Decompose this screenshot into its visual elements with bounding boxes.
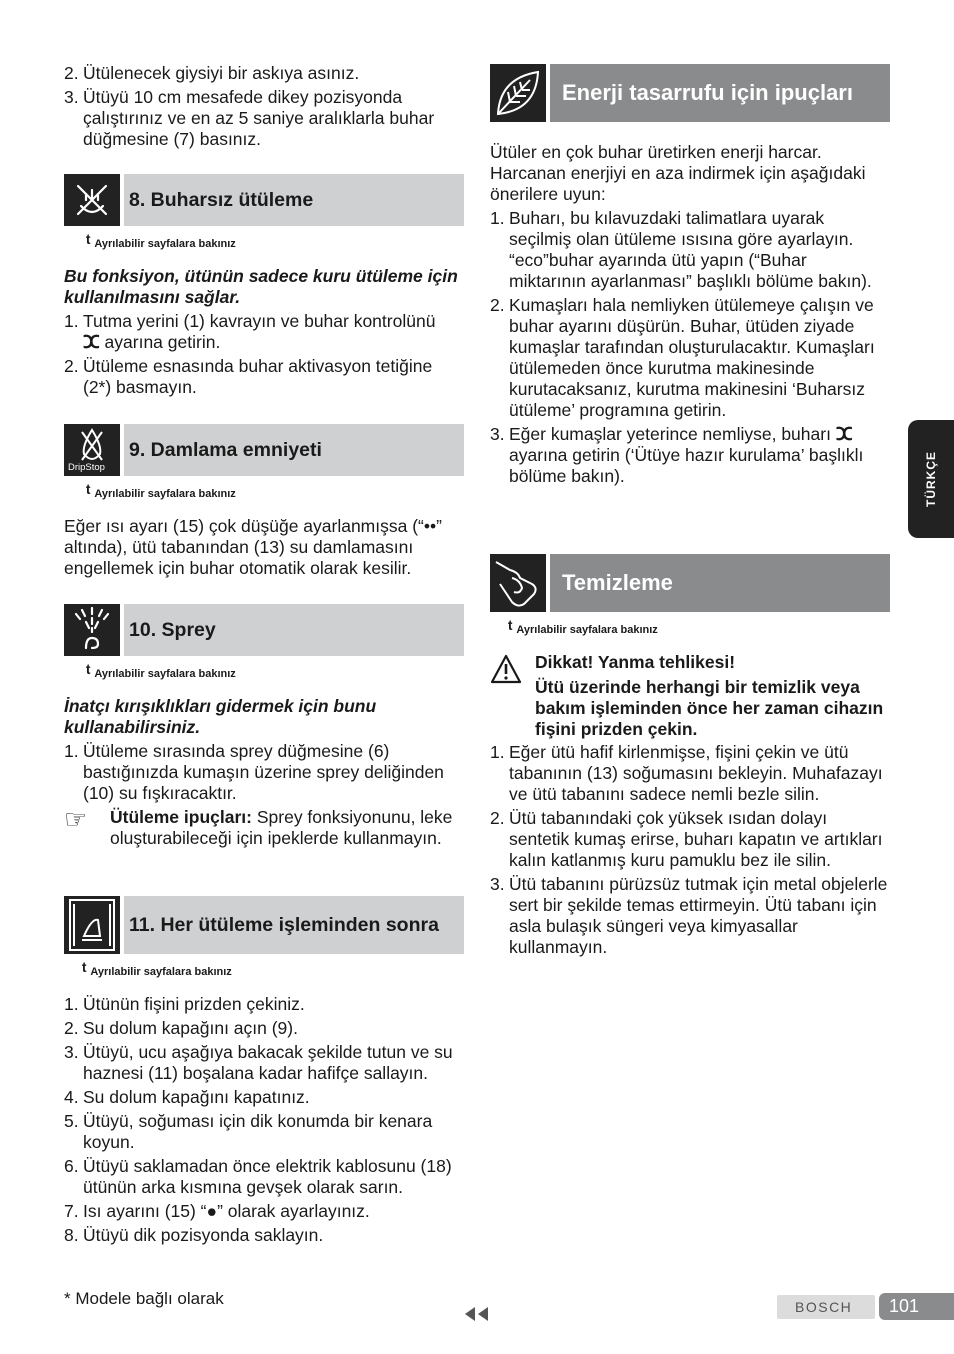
cleaning-header (490, 554, 890, 612)
list-item: 2. Ütüleme esnasında buhar aktivasyon tetiğine (2*) basmayın. (64, 356, 433, 397)
section-11-title: 11. Her ütüleme işleminden sonra (129, 914, 439, 936)
section-10-intro: İnatçı kırışıklıkları gidermek için bunu kullanabilirsiniz. (64, 696, 377, 737)
list-item: 8. Ütüyü dik pozisyonda saklayın. (64, 1225, 324, 1245)
section-10-title: 10. Sprey (129, 619, 216, 641)
list-item: 2. Kumaşları hala nemliyken ütülemeye çalışın ve buhar ayarını düşürün. Buhar, ütüden ziyade kumaşlar tarafından oluşturulacaktır. Kumaşları ütülemeden önce kurutma makinesinde kurutacaksanız, kurutma makinesini ‘Buharsız ütüleme’ programına getirin. (490, 295, 875, 420)
list-item: 3. Ütüyü, ucu aşağıya bakacak şekilde tutun ve su haznesi (11) boşalana kadar hafifçe sallayın. (64, 1042, 453, 1083)
rewind-icon (463, 1306, 491, 1327)
section-11-header (64, 896, 464, 954)
list-item: 1. Eğer ütü hafif kirlenmişse, fişini çekin ve ütü tabanının (13) soğumasını bekleyin. Muhafazayı ve ütü tabanını sadece nemli bezle silin. (490, 742, 883, 804)
storage-icon (64, 896, 120, 954)
reference-note: ᵗ Ayrılabilir sayfalara bakınız (86, 232, 236, 254)
energy-list (490, 208, 888, 490)
list-item: 3. Eğer kumaşlar yeterince nemliyse, buharı ⵋ ayarına getirin (‘Ütüye hazır kurulama’ başlıklı bölüme bakın). (490, 424, 864, 486)
reference-note: ᵗ Ayrılabilir sayfalara bakınız (86, 662, 236, 684)
language-tab: TÜRKÇE (908, 420, 954, 538)
list-item: 2. Ütülenecek giysiyi bir askıya asınız. (64, 63, 360, 83)
section-9-header (64, 424, 464, 476)
reference-note: ᵗ Ayrılabilir sayfalara bakınız (508, 618, 658, 640)
list-item: 6. Ütüyü saklamadan önce elektrik kablosunu (18) ütünün arka kısmına gevşek olarak sarın. (64, 1156, 452, 1197)
brand-box (777, 1295, 875, 1319)
leaf-icon (490, 64, 546, 122)
dripstop-label: DripStop (68, 462, 105, 473)
section-9-title: 9. Damlama emniyeti (129, 439, 322, 461)
list-item: 7. Isı ayarını (15) “●” olarak ayarlayınız. (64, 1201, 370, 1221)
section-8-list (64, 311, 464, 401)
section-10-header (64, 604, 464, 656)
page-number: 101 (889, 1296, 920, 1316)
ironing-tip: Ütüleme ipuçları: Sprey fonksiyonunu, leke oluşturabileceği için ipeklerde kullanmayın. (110, 807, 453, 848)
energy-intro: Ütüler en çok buhar üretirken enerji harcar. Harcanan enerjiyi en aza indirmek için aşağıdaki önerilere uyun: (490, 142, 866, 204)
warning-title: Dikkat! Yanma tehlikesi! (535, 652, 736, 672)
energy-header (490, 64, 890, 122)
no-steam-icon: ⵋ (835, 424, 853, 444)
section-8-title: 8. Buharsız ütüleme (129, 189, 314, 211)
energy-title: Enerji tasarrufu için ipuçları (562, 80, 853, 105)
list-item: 5. Ütüyü, soğuması için dik konumda bir kenara koyun. (64, 1111, 433, 1152)
footnote: * Modele bağlı olarak (64, 1289, 224, 1308)
cleaning-title: Temizleme (562, 570, 673, 595)
section-8-intro: Bu fonksiyon, ütünün sadece kuru ütüleme için kullanılmasını sağlar. (64, 266, 458, 307)
section-9-text: Eğer ısı ayarı (15) çok düşüğe ayarlanmışsa (“••” altında), ütü tabanından (13) su damlamasını engellemek için buhar otomatik olarak kesilir. (64, 516, 442, 578)
list-item: 1. Ütünün fişini prizden çekiniz. (64, 994, 305, 1014)
list-item: 1. Ütüleme sırasında sprey düğmesine (6) bastığınızda kumaşın üzerine sprey deliğinden (10) su fışkıracaktır. (64, 741, 444, 803)
list-item: 2. Su dolum kapağını açın (9). (64, 1018, 298, 1038)
reference-note: ᵗ Ayrılabilir sayfalara bakınız (82, 960, 232, 982)
pointing-hand-icon: ☞ (64, 804, 88, 834)
cleaning-list (490, 742, 888, 961)
list-item: 3. Ütü tabanını pürüzsüz tutmak için metal objelerle sert bir şekilde temas ettirmeyin. Ütü tabanı için asla bulaşık süngeri veya kimyasallar kullanmayın. (490, 874, 888, 957)
no-steam-icon (64, 174, 120, 226)
list-item: 1. Tutma yerini (1) kavrayın ve buhar kontrolünü ⵋ ayarına getirin. (64, 311, 436, 352)
list-item: 3. Ütüyü 10 cm mesafede dikey pozisyonda çalıştırınız ve en az 5 saniye aralıklarla buhar düğmesine (7) basınız. (64, 87, 435, 149)
brand-name: BOSCH (795, 1299, 853, 1315)
dripstop-icon (64, 424, 120, 476)
top-list (64, 63, 464, 153)
list-item: 2. Ütü tabanındaki çok yüksek ısıdan dolayı sentetik kumaş erirse, buharı kapatın ve artıkları kalın katlanmış kuru pamuklu bez ile silin. (490, 808, 883, 870)
spray-icon (64, 604, 120, 656)
warning-text: Ütü üzerinde herhangi bir temizlik veya bakım işleminden önce her zaman cihazın fişini prizden çekin. (535, 677, 884, 739)
reference-note: ᵗ Ayrılabilir sayfalara bakınız (86, 482, 236, 504)
no-steam-icon: ⵋ (83, 332, 100, 352)
section-11-list (64, 994, 466, 1249)
list-item: 4. Su dolum kapağını kapatınız. (64, 1087, 310, 1107)
page-number-box (879, 1293, 954, 1320)
section-8-header (64, 174, 464, 226)
list-item: 1. Buharı, bu kılavuzdaki talimatlara uyarak seçilmiş olan ütüleme ısısına göre ayarlayın. “eco”buhar ayarında ütü yapın (“Buhar miktarının ayarlanması” başlıklı bölüme bakın). (490, 208, 872, 291)
warning-icon (490, 654, 522, 689)
section-10-list (64, 741, 466, 807)
cleaning-hand-icon (490, 554, 546, 612)
